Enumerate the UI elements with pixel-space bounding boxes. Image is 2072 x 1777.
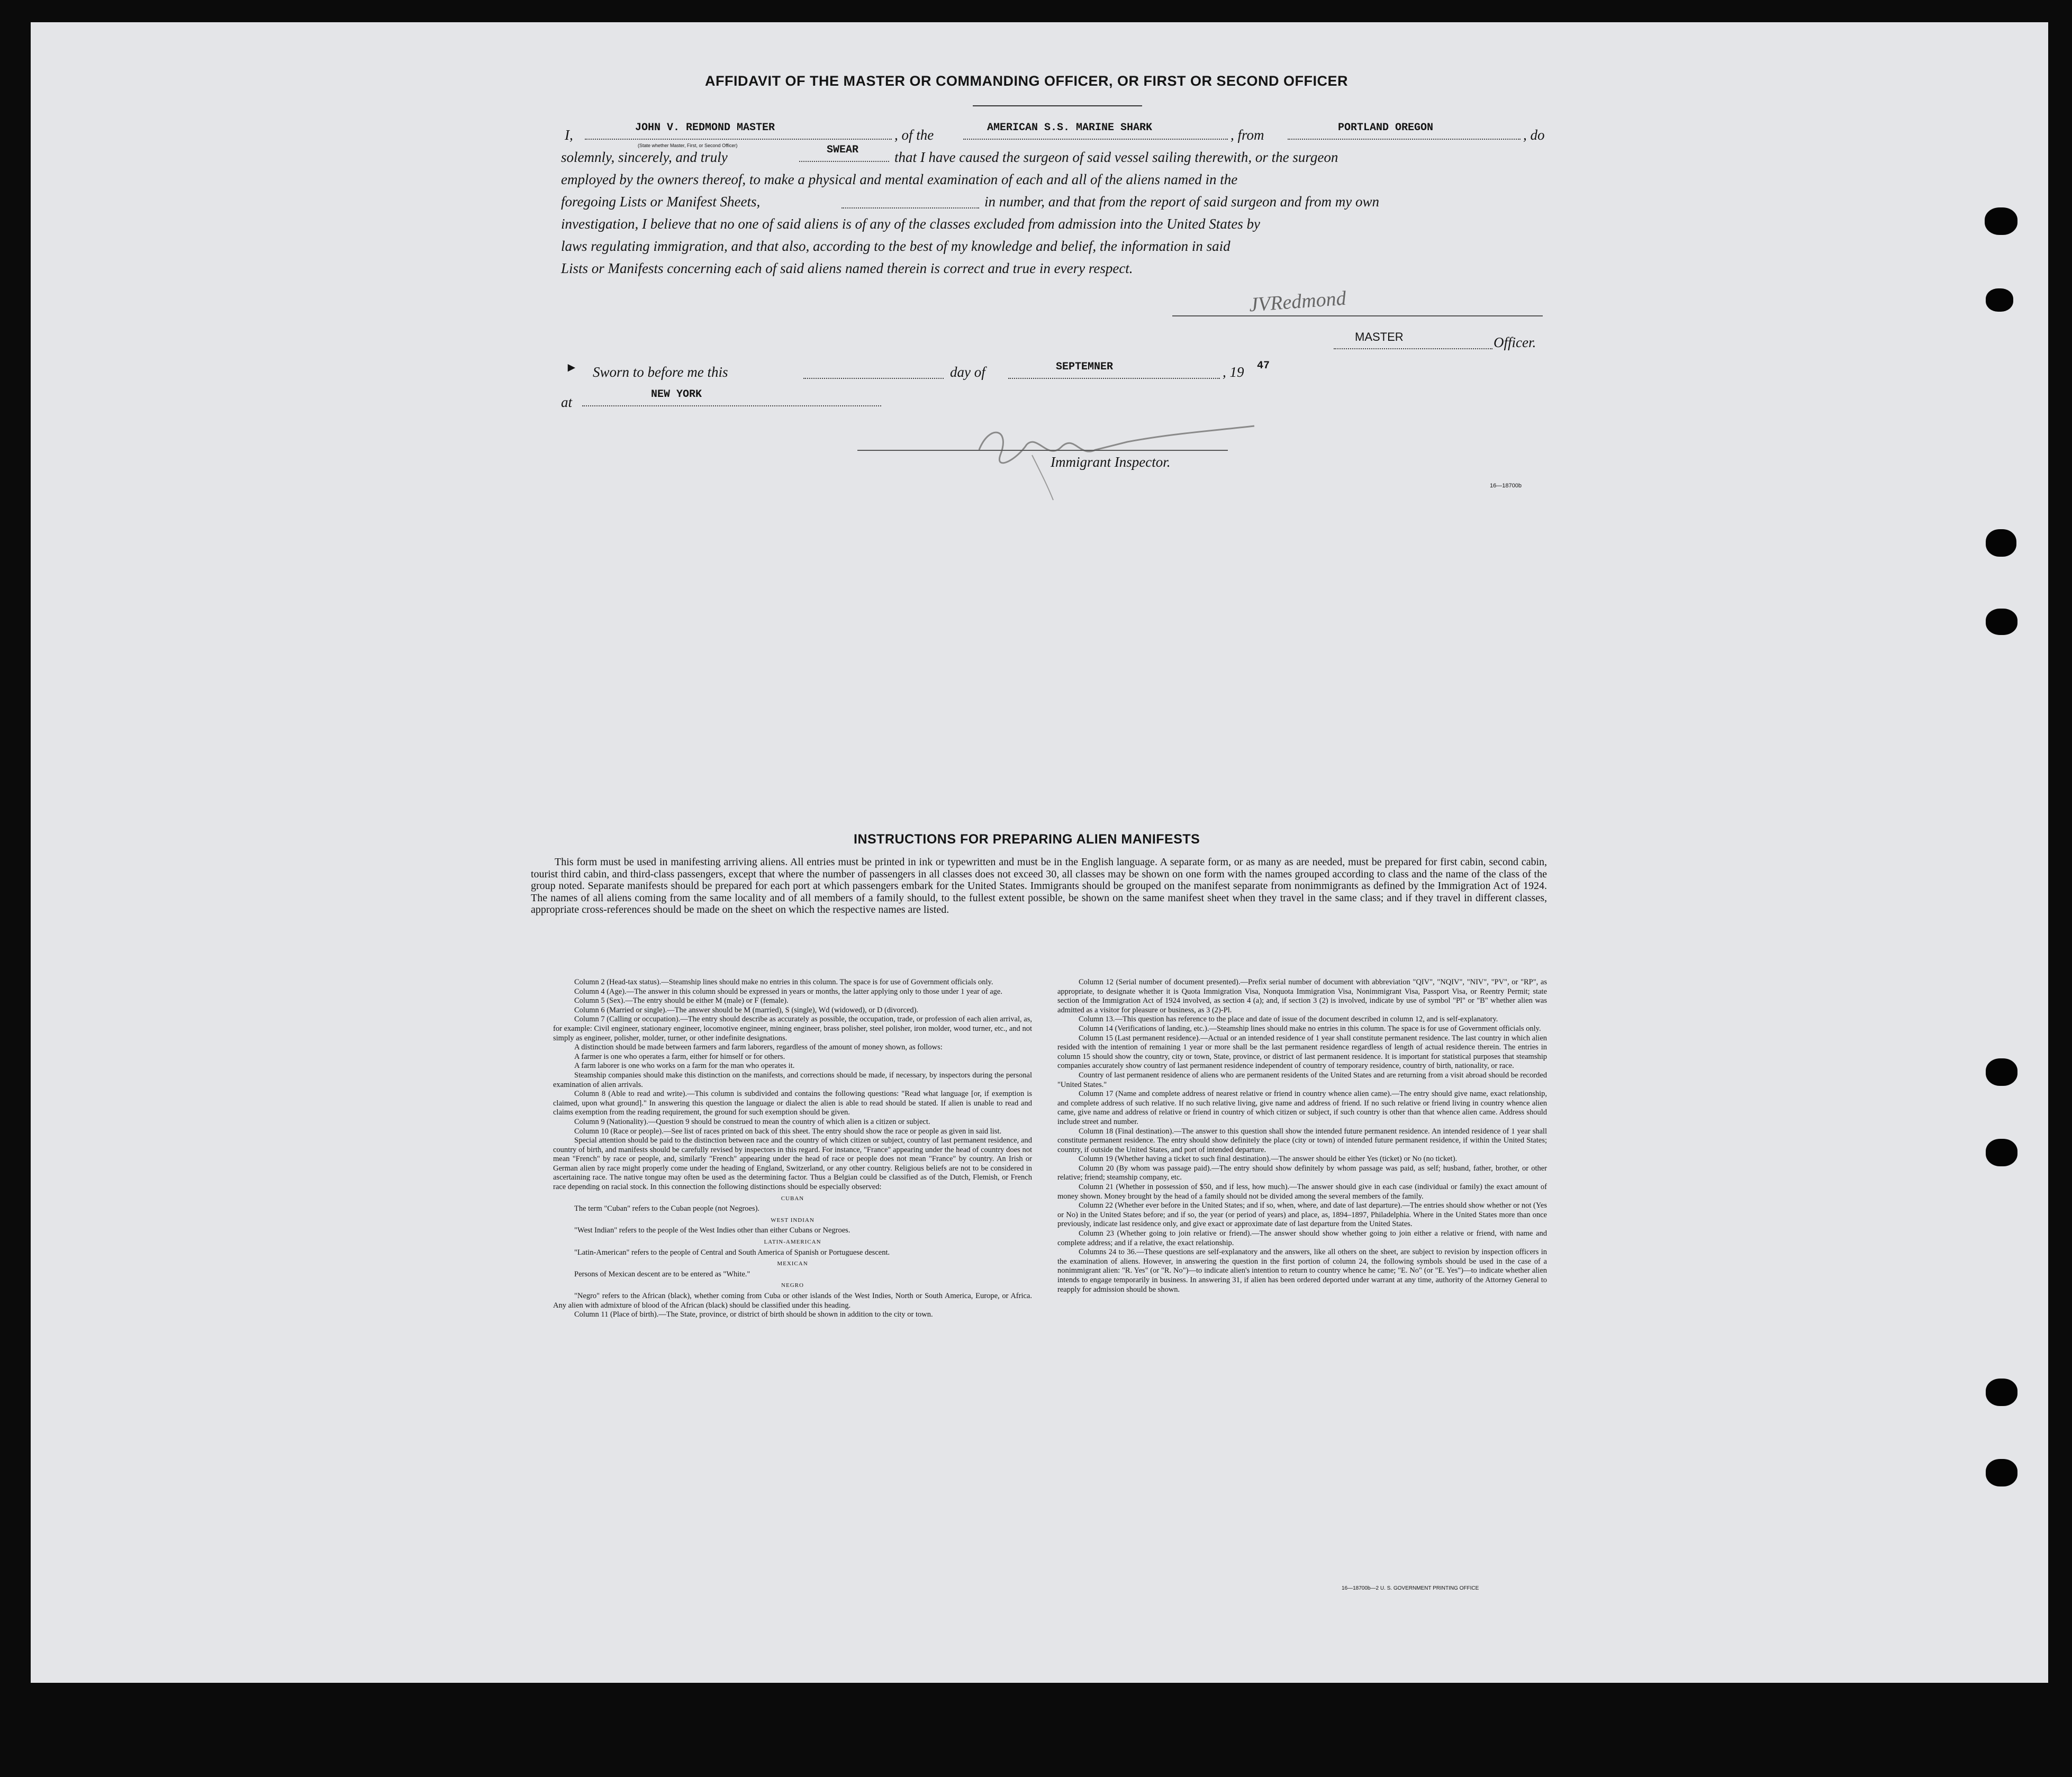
affidavit-line7: Lists or Manifests concerning each of said aliens named therein is correct and true in every respect.: [561, 260, 1133, 276]
instructions-left-column: [553, 978, 1032, 1320]
left-col-para: Column 7 (Calling or occupation).—The entry should describe as accurately as possible, the occupation, trade, or profession of each alien arrival, as, for example: Civil engineer, stationary engineer, locomotive engineer, mining engineer, brass polisher, steel polisher, iron molder, wood turner, etc., and not simply as engineer, polisher, molder, turner, or other indefinite designations.: [553, 1015, 1032, 1042]
right-col-para: Column 21 (Whether in possession of $50, and if less, how much).—The answer should give in each case (individual or family) the exact amount of money shown. Money brought by the head of a family should not be divided among the several members of the family.: [1057, 1183, 1547, 1201]
month-value: SEPTEMNER: [1056, 361, 1114, 373]
officer-name-value: JOHN V. REDMOND MASTER: [635, 122, 775, 134]
master-signature: JVRedmond: [1248, 287, 1347, 316]
binder-hole: [1986, 288, 2013, 312]
place-field: [582, 388, 881, 406]
left-col-para: Special attention should be paid to the distinction between race and the country of which citizen or subject, country of last permanent residence, and country of birth, and manifests should be carefully revised by inspectors in this regard. For instance, "France" appearing under the head of country does not mean "French" by race or people, and, similarly "French" appearing under the head of race or people does not mean "France" by country. An Irish or German alien by race might properly come under the heading of England, Switzerland, or any other country. Religious beliefs are not to be considered in ascertaining race. The native tongue may often be used as the determining factor. Thus a Belgian could be classified as of the Dutch, Flemish, or French race depending on racial stock. In this connection the following distinctions should be especially observed:: [553, 1136, 1032, 1192]
month-field: [1008, 361, 1220, 379]
right-col-para: Columns 24 to 36.—These questions are self-explanatory and the answers, like all others on the sheet, are subject to revision by inspection officers in the examination of aliens. However, in answering the question in the first portion of column 24, the following symbols should be used in the case of a nonimmigrant alien: "R. Yes" (or "R. No")—to indicate alien's intention to return to country whence he came; "E. No" (or "E. Yes")—to indicate whether alien intends to engage temporarily in business. In answering 31, if alien has been ordered deported under warrant at any time, authority of the Attorney General to reapply for admission should be shown.: [1057, 1248, 1547, 1294]
affidavit-line6: laws regulating immigration, and that also, according to the best of my knowledge and belief, the information in said: [561, 238, 1230, 254]
place-value: NEW YORK: [651, 388, 702, 401]
binder-hole: [1986, 609, 2017, 635]
from-label: , from: [1230, 127, 1264, 143]
officer-name-caption: (State whether Master, First, or Second Officer): [638, 143, 738, 148]
rank-field: [1334, 330, 1492, 349]
vessel-field: [963, 122, 1228, 140]
right-col-para: Column 20 (By whom was passage paid).—The entry should show definitely by whom passage was paid, as self; husband, father, brother, or other relative; friend; steamship company, etc.: [1057, 1164, 1547, 1182]
right-col-para: Column 15 (Last permanent residence).—Actual or an intended residence of 1 year shall constitute permanent residence. The last country in which alien resided with the intention of remaining 1 year or more shall be the last permanent residence regardless of length of actual residence therein. The entries in column 15 should show the country, city or town, State, province, or district of last permanent residence. It is important for statistical purposes that steamship companies accurately show country of last permanent residence independent of country of temporary residence, country of birth, nationality, or race.: [1057, 1033, 1547, 1071]
binder-hole: [1986, 529, 2016, 557]
mexican-text: Persons of Mexican descent are to be entered as "White.": [574, 1270, 750, 1279]
left-col-para: Column 6 (Married or single).—The answer should be M (married), S (single), Wd (widowed), or D (divorced).: [574, 1005, 919, 1014]
latin-american-heading: LATIN-AMERICAN: [764, 1239, 821, 1246]
right-col-para: Column 13.—This question has reference to the place and date of issue of the document described in column 12, and is self-explanatory.: [1079, 1015, 1498, 1024]
left-col-para: A distinction should be made between farmers and farm laborers, regardless of the amount of money shown, as follows:: [574, 1043, 943, 1052]
day-label: day of: [950, 364, 985, 380]
right-col-para: Country of last permanent residence of aliens who are permanent residents of the United States and are returning from a visit abroad should be recorded "United States.": [1057, 1071, 1547, 1089]
right-col-para: Column 19 (Whether having a ticket to such final destination).—The answer should be either Yes (ticket) or No (no ticket).: [1079, 1155, 1458, 1164]
printing-office-footer: 16—18700b—2 U. S. GOVERNMENT PRINTING OFFICE: [1342, 1585, 1479, 1591]
affidavit-line4b: in number, and that from the report of said surgeon and from my own: [984, 194, 1379, 210]
left-col-para: Column 5 (Sex).—The entry should be either M (male) or F (female).: [574, 996, 789, 1005]
count-field: [842, 195, 979, 208]
left-col-para: Column 10 (Race or people).—See list of races printed on back of this sheet. The entry should show the race or people as given in said list.: [574, 1127, 1002, 1136]
day-field: [803, 366, 944, 379]
at-label: at: [561, 394, 573, 410]
west-indian-heading: WEST INDIAN: [771, 1217, 815, 1223]
form-number: 16—18700b: [1490, 483, 1522, 489]
left-col-para: Column 2 (Head-tax status).—Steamship lines should make no entries in this column. The space is for use of Government officials only.: [574, 978, 993, 986]
inspector-label: Immigrant Inspector.: [1051, 454, 1171, 470]
intro-paragraph: This form must be used in manifesting arriving aliens. All entries must be printed in ink or typewritten and must be in the English language. A separate form, or as many as are needed, must be prepared for first cabin, second cabin, tourist third cabin, and third-class passengers, except that where the number of passengers in all classes does not exceed 30, all classes may be shown on one form with the names grouped according to class and the name of the class of the group noted. Separate manifests should be prepared for each port at which passengers embark for the United States. Immigrants should be grouped on the manifest separate from nonimmigrants as defined by the Immigration Act of 1924. The names of all aliens coming from the same locality and of all members of a family should, to the fullest extent possible, be shown on the same manifest sheet when they travel in the same class; and if they travel in different classes, appropriate cross-references should be made on the sheet on which the respective names are listed.: [531, 856, 1547, 915]
inspector-line: [857, 450, 1228, 451]
right-col-para: Column 12 (Serial number of document presented).—Prefix serial number of document with abbreviation "QIV", "NQIV", "NIV", "PV", or "RP", as appropriate, to designate whether it is Quota Immigration Visa, Nonquota Immigration Visa, Nonimmigrant Visa, Passport Visa, or Reentry Permit; state section of the Immigration Act of 1924 involved, as section 4 (a); and, if section 3 (2) is involved, indicate by use of symbol "Pl" or "B" whether alien was admitted as a visitor for pleasure or business, as 3 (2)-Pl.: [1057, 978, 1547, 1014]
cuban-text: The term "Cuban" refers to the Cuban people (not Negroes).: [574, 1204, 760, 1213]
officer-name-field: [585, 122, 892, 140]
column11-text: Column 11 (Place of birth).—The State, province, or district of birth should be shown in addition to the city or town.: [574, 1310, 933, 1319]
negro-heading: NEGRO: [781, 1282, 804, 1289]
west-indian-text: "West Indian" refers to the people of the West Indies other than either Cubans or Negroes.: [574, 1226, 850, 1235]
port-value: PORTLAND OREGON: [1338, 122, 1434, 134]
left-col-para: A farm laborer is one who works on a farm for the man who operates it.: [574, 1062, 795, 1071]
left-col-para: A farmer is one who operates a farm, either for himself or for others.: [574, 1052, 785, 1061]
swear-field: [799, 144, 889, 162]
of-the-label: , of the: [894, 127, 934, 143]
sworn-label: Sworn to before me this: [593, 364, 728, 380]
cuban-heading: CUBAN: [781, 1195, 804, 1202]
instructions-title: INSTRUCTIONS FOR PREPARING ALIEN MANIFESTS: [854, 832, 1200, 847]
right-col-para: Column 14 (Verifications of landing, etc.).—Steamship lines should make no entries in this column. The space is for use of Government officials only.: [1079, 1024, 1541, 1033]
rank-value: MASTER: [1355, 330, 1404, 343]
affidavit-line2a: solemnly, sincerely, and truly: [561, 149, 728, 165]
left-col-para: Column 9 (Nationality).—Question 9 should be construed to mean the country of which alien is a citizen or subject.: [574, 1117, 930, 1126]
year-prefix: , 19: [1223, 364, 1244, 380]
vessel-value: AMERICAN S.S. MARINE SHARK: [987, 122, 1153, 134]
affidavit-line4a: foregoing Lists or Manifest Sheets,: [561, 194, 761, 210]
right-col-para: Column 17 (Name and complete address of nearest relative or friend in country whence alien came).—The entry should give name, exact relationship, and complete address of such relative. If no such relative living, give name and address of friend. If no such relative or friend living in country whence alien came, give name and address of relative or friend in country of which citizen or subject, if such country is other than that whence alien came. Address should include street and number.: [1057, 1090, 1547, 1126]
binder-hole: [1986, 1139, 2017, 1166]
left-col-para: Column 4 (Age).—The answer in this column should be expressed in years or months, the latter applying only to those under 1 year of age.: [574, 987, 1002, 996]
title-rule: [973, 105, 1142, 106]
binder-hole: [1986, 1058, 2017, 1086]
pointer-mark: ►: [565, 361, 578, 375]
affidavit-line2b: that I have caused the surgeon of said vessel sailing therewith, or the surgeon: [894, 149, 1338, 165]
port-field: [1288, 122, 1521, 140]
affidavit-i: I,: [565, 127, 573, 143]
affidavit-title: AFFIDAVIT OF THE MASTER OR COMMANDING OFFICER, OR FIRST OR SECOND OFFICER: [705, 73, 1348, 89]
do-label: , do: [1523, 127, 1545, 143]
right-col-para: Column 22 (Whether ever before in the United States; and if so, when, where, and date of last departure).—The entries should show whether or not (Yes or No) in the United States before; and if so, the year (or period of years) and place, as, 1894–1897, Philadelphia. Where in the United States more than once previously, indicate last residence only, and give exact or approximate date of last departure from the United States.: [1057, 1201, 1547, 1229]
officer-label: Officer.: [1494, 334, 1536, 350]
mexican-heading: MEXICAN: [777, 1261, 808, 1267]
left-col-para: Column 8 (Able to read and write).—This column is subdivided and contains the following questions: "Read what language [or, if exemption is claimed, upon what ground]." In answering this question the language or dialect the alien is able to read should be stated. If alien is unable to read and claims exemption from the reading requirement, the ground for such exemption should be given.: [553, 1090, 1032, 1117]
instructions-right-column: [1057, 978, 1547, 1294]
swear-value: SWEAR: [827, 144, 859, 156]
signature-line: [1172, 315, 1543, 316]
affidavit-line5: investigation, I believe that no one of said aliens is of any of the classes excluded from admission into the United States by: [561, 216, 1261, 232]
affidavit-line3: employed by the owners thereof, to make a physical and mental examination of each and all of the aliens named in the: [561, 171, 1238, 187]
right-col-para: Column 18 (Final destination).—The answer to this question shall show the intended future permanent residence. An intended residence of 1 year shall constitute permanent residence. The entry should show definitely the place (city or town) of intended future permanent residence, if within the United States; country, if outside the United States, and port of intended departure.: [1057, 1127, 1547, 1154]
latin-american-text: "Latin-American" refers to the people of Central and South America of Spanish or Portuguese descent.: [574, 1248, 890, 1257]
year-value: 47: [1257, 360, 1270, 372]
instructions-intro: [531, 856, 1547, 916]
left-col-para: Steamship companies should make this distinction on the manifests, and corrections should be made, if necessary, by inspectors during the personal examination of alien arrivals.: [553, 1071, 1032, 1089]
binder-hole: [1986, 1459, 2017, 1486]
negro-text: "Negro" refers to the African (black), whether coming from Cuba or other islands of the West Indies, North or South America, Europe, or Africa. Any alien with admixture of blood of the African (black) should be classified under this heading.: [553, 1292, 1032, 1310]
right-col-para: Column 23 (Whether going to join relative or friend).—The answer should show whether going to join either a relative or friend, with name and complete address; and if a relative, the exact relationship.: [1057, 1229, 1547, 1247]
binder-hole: [1986, 1379, 2017, 1406]
binder-hole: [1985, 207, 2017, 235]
